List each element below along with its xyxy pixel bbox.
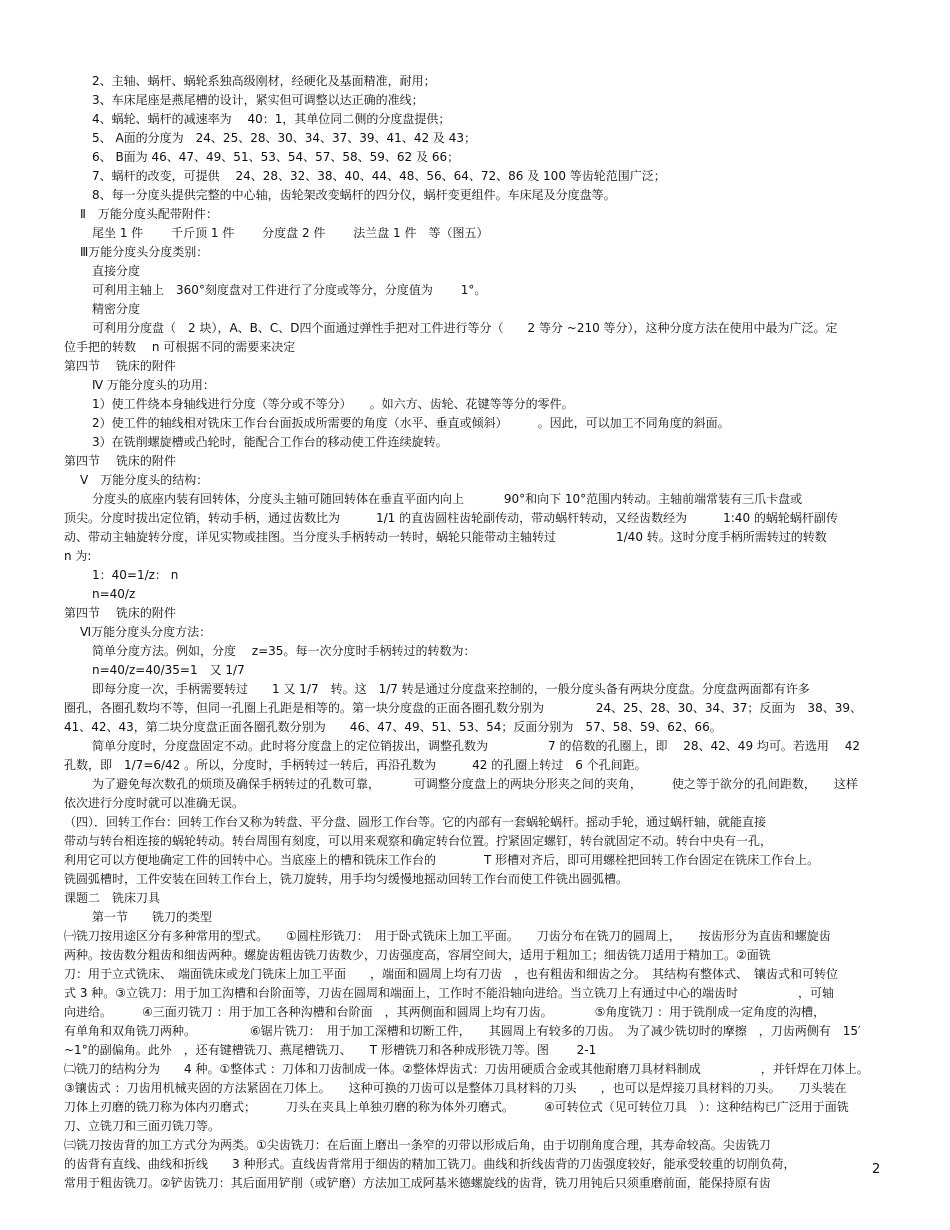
- text-line: Ⅲ万能分度头分度类别：: [80, 245, 209, 259]
- text-line: Ⅴ 万能分度头的结构：: [80, 473, 209, 487]
- text-line: 带动与转台相连接的蜗轮转动。转台周围有刻度，可以用来观察和确定转台位置。拧紧固定螺钉，转台就固定不动。转台中央有一孔，: [64, 834, 773, 848]
- text-line: 向进给。 ④三面刃铣刀 ：用于加工各种沟槽和台阶面 ，其两侧面和圆周上均有刀齿。 ⑤角度铣刀 ：用于铣削成一定角度的沟槽，: [64, 1005, 826, 1019]
- text-line: 圈孔，各圈孔数均不等，但同一孔圈上孔距是相等的。第一块分度盘的正面各圈孔数分别为 24、25、28、30、34、37；反面为 38、39、: [64, 701, 862, 715]
- text-line: 简单分度方法。例如，分度 z=35。每一次分度时手柄转过的转数为：: [92, 644, 476, 658]
- text-line: ㈡铣刀的结构分为 4 种。①整体式 ：刀体和刀齿制成一体。②整体焊齿式：刀齿用硬质合金或其他耐磨刀具材料制成 ，并钎焊在刀体上。: [64, 1062, 869, 1076]
- text-line: 两种。按齿数分粗齿和细齿两种。螺旋齿粗齿铣刀齿数少，刀齿强度高，容屑空间大，适用于粗加工；细齿铣刀适用于精加工。②面铣: [64, 948, 771, 962]
- text-line: Ⅱ 万能分度头配带附件：: [80, 207, 218, 221]
- text-line: 7、蜗杆的改变，可提供 24、28、32、38、40、44、48、56、64、72、86 及 100 等齿轮范围广泛；: [92, 169, 666, 183]
- text-line: ③镶齿式 ：刀齿用机械夹固的方法紧固在刀体上。 这种可换的刀齿可以是整体刀具材料的刀头 ，也可以是焊接刀具材料的刀头。 刀头装在: [64, 1081, 847, 1095]
- text-line: 精密分度: [92, 302, 141, 316]
- text-line: 顶尖。分度时拔出定位销，转动手柄，通过齿数比为 1/1 的直齿圆柱齿轮副传动，带动蜗杆转动，又经齿数经为 1:40 的蜗轮蜗杆副传: [64, 511, 838, 525]
- text-line: 41、42、43，第二块分度盘正面各圈孔数分别为 46、47、49、51、53、54；反面分别为 57、58、59、62、66。: [64, 720, 722, 734]
- text-line: 常用于粗齿铣刀。②铲齿铣刀：其后面用铲削（或铲磨）方法加工成阿基米德螺旋线的齿背，铣刀用钝后只须重磨前面，能保持原有齿: [64, 1176, 771, 1190]
- text-line: 分度头的底座内装有回转体，分度头主轴可随回转体在垂直平面内向上 90°和向下 10°范围内转动。主轴前端常装有三爪卡盘或: [92, 492, 803, 506]
- text-line: 第四节 铣床的附件: [64, 359, 176, 373]
- text-line: 可利用主轴上 360°刻度盘对工件进行了分度或等分，分度值为 1°。: [92, 283, 487, 297]
- text-line: 1）使工件绕本身轴线进行分度（等分或不等分） 。如六方、齿轮、花键等等分的零件。: [92, 397, 574, 411]
- text-line: 2）使工件的轴线相对铣床工作台台面扳成所需要的角度（水平、垂直或倾斜） 。因此，可以加工不同角度的斜面。: [92, 416, 730, 430]
- text-line: 第四节 铣床的附件: [64, 454, 176, 468]
- text-line: 简单分度时，分度盘固定不动。此时将分度盘上的定位销拔出，调整孔数为 7 的倍数的孔圈上，即 28、42、49 均可。若选用 42: [92, 739, 860, 753]
- text-line: 刀体上刃磨的铣刀称为体内刃磨式； 刀头在夹具上单独刃磨的称为体外刃磨式。 ④可转位式（见可转位刀具 ）：这种结构已广泛用于面铣: [64, 1100, 849, 1114]
- text-line: 位手把的转数 n 可根据不同的需要来决定: [64, 340, 296, 354]
- text-line: Ⅳ 万能分度头的功用：: [92, 378, 215, 392]
- text-line: 利用它可以方便地确定工件的回转中心。当底座上的槽和铣床工作台的 T 形槽对齐后，即可用螺栓把回转工作台固定在铣床工作台上。: [64, 853, 820, 867]
- text-line: （四）．回转工作台：回转工作台又称为转盘、平分盘、圆形工作台等。它的内部有一套蜗轮蜗杆。摇动手轮，通过蜗杆轴，就能直接: [64, 815, 767, 829]
- text-line: 刀、立铣刀和三面刃铣刀等。: [64, 1119, 221, 1133]
- text-line: 8、每一分度头提供完整的中心轴，齿轮架改变蜗杆的四分仪，蜗杆变更组件。车床尾及分度盘等。: [92, 188, 616, 202]
- text-line: 式 3 种。③立铣刀：用于加工沟槽和台阶面等，刀齿在圆周和端面上，工作时不能沿轴向进给。当立铣刀上有通过中心的端齿时 ，可轴: [64, 986, 835, 1000]
- text-line: n 为:: [64, 549, 92, 563]
- text-line: 第四节 铣床的附件: [64, 606, 176, 620]
- text-line: 为了避免每次数孔的烦琐及确保手柄转过的孔数可靠， 可调整分度盘上的两块分形夹之间的夹角， 使之等于欲分的孔间距数， 这样: [92, 777, 858, 791]
- text-line: 3）在铣削螺旋槽或凸轮时，能配合工作台的移动使工件连续旋转。: [92, 435, 448, 449]
- text-line: 动、带动主轴旋转分度，详见实物或挂图。当分度头手柄转动一转时，蜗轮只能带动主轴转过 1/40 转。这时分度手柄所需转过的转数: [64, 530, 827, 544]
- text-line: ㈢铣刀按齿背的加工方式分为两类。①尖齿铣刀：在后面上磨出一条窄的刃带以形成后角，由于切削角度合理，其寿命较高。尖齿铣刀: [64, 1138, 771, 1152]
- text-line: 孔数，即 1/7=6/42 。所以，分度时，手柄转过一转后，再沿孔数为 42 的孔圈上转过 6 个孔间距。: [64, 758, 647, 772]
- page-number: 2: [872, 1162, 881, 1177]
- text-line: 可利用分度盘（ 2 块），A、B、C、D四个面通过弹性手把对工件进行等分（ 2 等分 ~210 等分），这种分度方法在使用中最为广泛。定: [92, 321, 838, 335]
- text-line: 铣圆弧槽时，工件安装在回转工作台上，铣刀旋转，用手均匀缓慢地摇动回转工作台而使工件铣出圆弧槽。: [64, 872, 629, 886]
- text-line: 5、 A面的分度为 24、25、28、30、34、37、39、41、42 及 43；: [92, 131, 476, 145]
- text-line: 尾坐 1 件 千斤顶 1 件 分度盘 2 件 法兰盘 1 件 等（图五）: [92, 226, 489, 240]
- text-line: 3、车床尾座是燕尾槽的设计，紧实但可调整以达正确的准线；: [92, 93, 424, 107]
- text-line: 的齿背有直线、曲线和折线 3 种形式。直线齿背常用于细齿的精加工铣刀。曲线和折线齿背的刀齿强度较好，能承受较重的切削负荷，: [64, 1157, 796, 1171]
- text-line: ㈠铣刀按用途区分有多种常用的型式。 ①圆柱形铣刀： 用于卧式铣床上加工平面。 刀齿分布在铣刀的圆周上， 按齿形分为直齿和螺旋齿: [64, 929, 831, 943]
- text-line: 有单角和双角铣刀两种。 ⑥锯片铣刀： 用于加工深槽和切断工件， 其圆周上有较多的刀齿。 为了减少铣切时的摩擦 ，刀齿两侧有 15′: [64, 1024, 861, 1038]
- text-line: 6、 B面为 46、47、49、51、53、54、57、58、59、62 及 66；: [92, 150, 460, 164]
- text-line: ~1°的副偏角。此外 ，还有键槽铣刀、燕尾槽铣刀、 T 形槽铣刀和各种成形铣刀等。图 2-1: [64, 1043, 597, 1057]
- text-line: n=40/z: [92, 587, 136, 601]
- text-line: 第一节 铣刀的类型: [92, 910, 213, 924]
- text-line: 4、蜗轮、蜗杆的减速率为 40：1，其单位同二侧的分度盘提供；: [92, 112, 451, 126]
- text-line: 1：40=1/z： n: [92, 568, 179, 582]
- text-line: n=40/z=40/35=1 又 1/7: [92, 663, 245, 677]
- text-line: 刀：用于立式铣床、 端面铣床或龙门铣床上加工平面 ，端面和圆周上均有刀齿 ，也有粗齿和细齿之分。 其结构有整体式、 镶齿式和可转位: [64, 967, 839, 981]
- text-line: 即每分度一次，手柄需要转过 1 又 1/7 转。这 1/7 转是通过分度盘来控制的，一般分度头备有两块分度盘。分度盘两面都有许多: [92, 682, 810, 696]
- text-line: 课题二 铣床刀具: [64, 891, 161, 905]
- text-line: 依次进行分度时就可以准确无误。: [64, 796, 245, 810]
- text-line: Ⅵ万能分度头分度方法：: [80, 625, 212, 639]
- text-line: 2、主轴、蜗杆、蜗轮系独高级刚材，经硬化及基面精准，耐用；: [92, 74, 436, 88]
- text-line: 直接分度: [92, 264, 141, 278]
